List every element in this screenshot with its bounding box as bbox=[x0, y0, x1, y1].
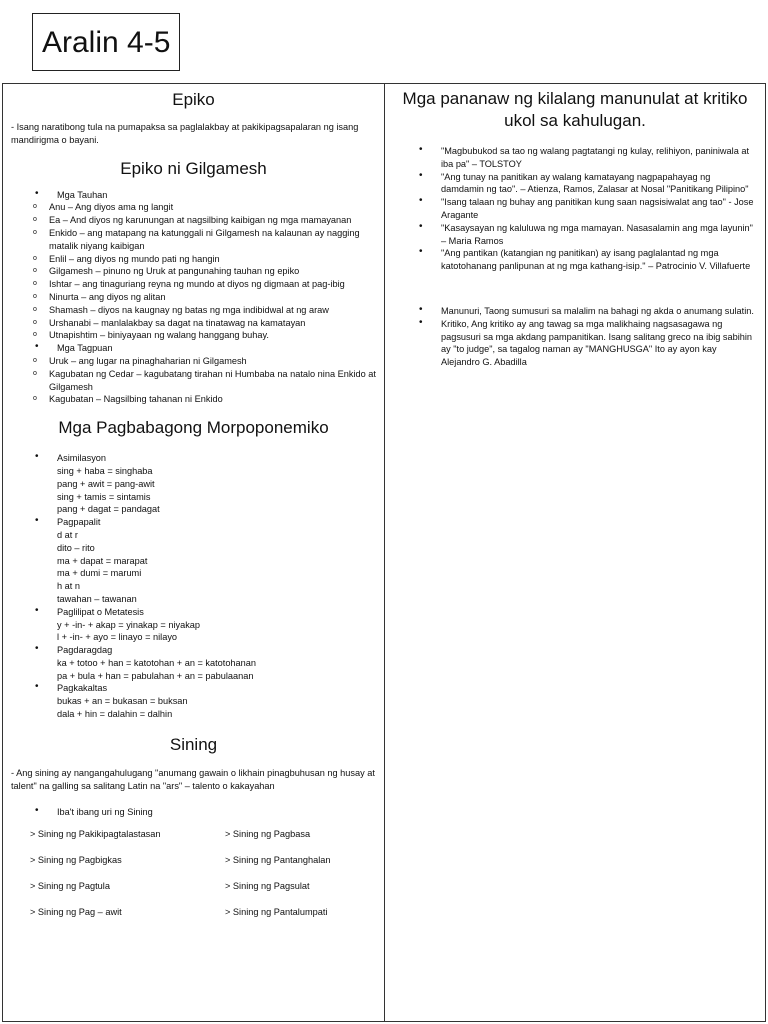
pananaw-heading: Mga pananaw ng kilalang manunulat at kritiko ukol sa kahulugan. bbox=[402, 89, 748, 130]
quote-item: • "Ang tunay na panitikan ay walang kamatayang nagpapahayag ng damdamin ng tao". – Atienza, Ramos, Zalasar at Nosal "Panitikang Pilipino" bbox=[385, 171, 765, 197]
example-line: y + -in- + akap = yinakap = niyakap bbox=[57, 619, 201, 630]
sining-type: > Sining ng Pag – awit bbox=[30, 907, 122, 918]
list-item: o Utnapishtim – biniyayaan ng walang hanggang buhay. bbox=[3, 329, 384, 342]
example-line: pang + dagat = pandagat bbox=[57, 504, 160, 515]
asimilasyon-item bbox=[3, 452, 384, 516]
sining-type: > Sining ng Pagbigkas bbox=[30, 855, 122, 866]
morpo-list bbox=[3, 452, 384, 721]
gilgamesh-heading: Epiko ni Gilgamesh bbox=[120, 158, 267, 178]
example-line: h at n bbox=[57, 581, 80, 592]
epiko-heading: Epiko bbox=[172, 90, 215, 109]
example-line: bukas + an = bukasan = buksan bbox=[57, 696, 188, 707]
example-line: pang + awit = pang-awit bbox=[57, 478, 155, 489]
list-item: o Urshanabi – manlalakbay sa dagat na tinatawag na kamatayan bbox=[3, 317, 384, 330]
quote-item: • "Ang pantikan (katangian ng panitikan) ay isang paglalantad ng mga katotohanang panlipunan at ng mga kathang-isip." – Patrocinio V. Villafuerte bbox=[385, 247, 765, 273]
tagpuan-label: Mga Tagpuan bbox=[57, 343, 113, 354]
definition-item: • Manunuri, Taong sumusuri sa malalim na bahagi ng akda o anumang sulatin. bbox=[385, 305, 765, 318]
quote-item: • "Isang talaan ng buhay ang panitikan kung saan nagsisiwalat ang tao" - Jose Aragante bbox=[385, 196, 765, 222]
example-line: l + -in- + ayo = linayo = nilayo bbox=[57, 632, 178, 643]
pagpapalit-item bbox=[3, 516, 384, 606]
example-line: ka + totoo + han = katotohan + an = katotohanan bbox=[57, 657, 256, 668]
example-line: dala + hin = dalahin = dalhin bbox=[57, 709, 173, 720]
sining-heading: Sining bbox=[169, 734, 218, 754]
sining-definition: - Ang sining ay nangangahulugang "anumang gawain o likhain pinagbuhusan ng husay at talent" na galling sa salitang Latin na "ars" – talento o kakayahan bbox=[11, 767, 375, 791]
sining-type: > Sining ng Pantanghalan bbox=[225, 855, 331, 866]
quotes-list bbox=[385, 145, 765, 273]
example-line: dito – rito bbox=[57, 542, 95, 553]
pagdaragdag-item bbox=[3, 644, 384, 682]
morpo-heading: Mga Pagbabagong Morpoponemiko bbox=[58, 418, 329, 438]
tauhan-label: Mga Tauhan bbox=[57, 189, 108, 200]
sining-type: > Sining ng Pagsulat bbox=[225, 881, 310, 892]
example-line: pa + bula + han = pabulahan + an = pabulaanan bbox=[57, 670, 254, 681]
list-item: o Enlil – ang diyos ng mundo pati ng hangin bbox=[3, 253, 384, 266]
sining-types-label: • Iba't ibang uri ng Sining bbox=[3, 806, 384, 819]
sining-type: > Sining ng Pantalumpati bbox=[225, 907, 328, 918]
list-item: o Ea – And diyos ng karunungan at nagsilbing kaibigan ng mga mamayanan bbox=[3, 214, 384, 227]
quote-item: • "Magbubukod sa tao ng walang pagtatangi ng kulay, relihiyon, paniniwala at iba pa" – TOLSTOY bbox=[385, 145, 765, 171]
list-item: o Ishtar – ang tinaguriang reyna ng mundo at diyos ng digmaan at pag-ibig bbox=[3, 278, 384, 291]
epiko-definition: - Isang naratibong tula na pumapaksa sa paglalakbay at pakikipagsapalaran ng isang mandirigma o bayani. bbox=[11, 122, 359, 145]
item-label: • Pagdaragdag bbox=[57, 645, 113, 656]
definition-item: • Kritiko, Ang kritiko ay ang tawag sa mga malikhaing nagsasagawa ng pagsusuri sa mga akdang pampanitikan. Isang salitang greco na ibig sabihin ay "to judge", sa tagalog naman ay "MANGHUSGA" Ito ay ayon kay Alejandro G. Abadilla bbox=[385, 318, 765, 369]
example-line: sing + haba = singhaba bbox=[57, 465, 153, 476]
example-line: tawahan – tawanan bbox=[57, 593, 137, 604]
sining-type: > Sining ng Pagtula bbox=[30, 881, 110, 892]
list-item: o Uruk – ang lugar na pinaghaharian ni Gilgamesh bbox=[3, 355, 384, 368]
example-line: ma + dapat = marapat bbox=[57, 555, 148, 566]
list-item: o Shamash – diyos na kaugnay ng batas ng mga indibidwal at ng araw bbox=[3, 304, 384, 317]
list-item: o Gilgamesh – pinuno ng Uruk at pangunahing tauhan ng epiko bbox=[3, 265, 384, 278]
sining-type: > Sining ng Pagbasa bbox=[225, 829, 311, 840]
item-label: • Pagkakaltas bbox=[57, 683, 108, 694]
tauhan-item bbox=[3, 189, 384, 343]
sining-type: > Sining ng Pakikipagtalastasan bbox=[30, 829, 161, 840]
tagpuan-item bbox=[3, 342, 384, 406]
list-item: o Anu – Ang diyos ama ng langit bbox=[3, 201, 384, 214]
pagkakaltas-item bbox=[3, 682, 384, 720]
left-panel bbox=[2, 83, 385, 1022]
list-item: o Kagubatan ng Cedar – kagubatang tirahan ni Humbaba na natalo nina Enkido at Gilgamesh bbox=[3, 368, 384, 394]
lesson-title: Aralin 4-5 bbox=[32, 13, 180, 71]
definitions-list bbox=[385, 305, 765, 369]
list-item: o Enkido – ang matapang na katunggali ni Gilgamesh na kalaunan ay nagging matalik niyang kaibigan bbox=[3, 227, 384, 253]
right-panel bbox=[384, 83, 766, 1022]
tagpuan-sublist bbox=[3, 355, 384, 406]
item-label: • Asimilasyon bbox=[57, 453, 107, 464]
example-line: ma + dumi = marumi bbox=[57, 568, 142, 579]
gilgamesh-list bbox=[3, 189, 384, 407]
sining-types-grid bbox=[3, 825, 384, 935]
example-line: sing + tamis = sintamis bbox=[57, 491, 151, 502]
quote-item: • "Kasaysayan ng kaluluwa ng mga mamayan. Nasasalamin ang mga layunin" – Maria Ramos bbox=[385, 222, 765, 248]
item-label: • Pagpapalit bbox=[57, 517, 101, 528]
example-line: d at r bbox=[57, 529, 78, 540]
sining-types-list bbox=[3, 806, 384, 819]
list-item: o Ninurta – ang diyos ng alitan bbox=[3, 291, 384, 304]
item-label: • Paglilipat o Metatesis bbox=[57, 606, 144, 617]
metatesis-item bbox=[3, 606, 384, 644]
tauhan-sublist bbox=[3, 201, 384, 342]
list-item: o Kagubatan – Nagsilbing tahanan ni Enkido bbox=[3, 393, 384, 406]
